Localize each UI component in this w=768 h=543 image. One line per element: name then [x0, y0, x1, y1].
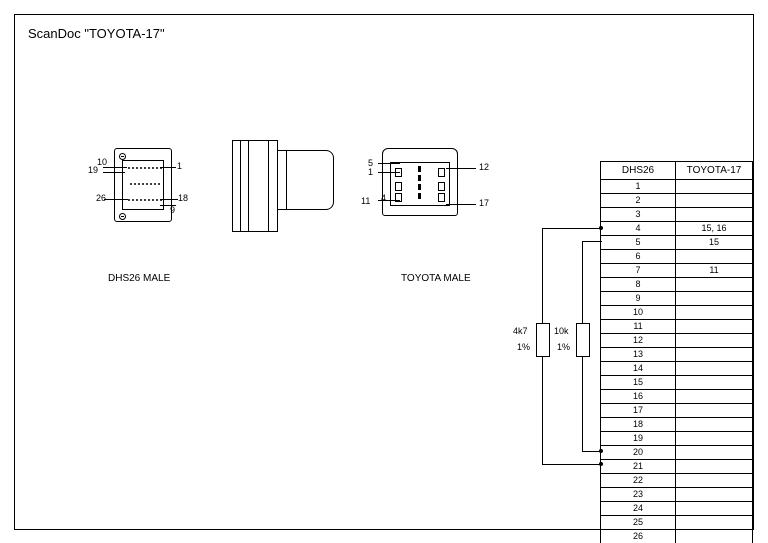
dhs26-pin	[132, 199, 134, 201]
pin-number: 14	[601, 362, 676, 376]
leader-line	[378, 172, 400, 173]
pin-mapping	[676, 180, 753, 194]
pin-number: 24	[601, 502, 676, 516]
pin-number: 15	[601, 376, 676, 390]
table-row	[601, 488, 753, 502]
table-row	[601, 460, 753, 474]
toyota-pin-label-1: 1	[368, 167, 374, 177]
pin-number: 21	[601, 460, 676, 474]
dhs26-pin	[146, 183, 148, 185]
pin-mapping	[676, 348, 753, 362]
dhs26-pin	[136, 167, 138, 169]
dhs26-pin	[156, 167, 158, 169]
dhs26-pin	[134, 183, 136, 185]
pin-mapping	[676, 432, 753, 446]
pin-number: 18	[601, 418, 676, 432]
dhs26-pin	[142, 183, 144, 185]
pin-number: 17	[601, 404, 676, 418]
pin-number: 26	[601, 530, 676, 543]
dhs26-pin	[140, 167, 142, 169]
table-row	[601, 264, 753, 278]
pin-number: 9	[601, 292, 676, 306]
dhs26-pin	[144, 199, 146, 201]
leader-line	[103, 172, 125, 173]
dhs26-pin	[148, 167, 150, 169]
wire-left-down-2	[542, 357, 543, 465]
table-row	[601, 390, 753, 404]
pin-number: 6	[601, 250, 676, 264]
dhs26-pin-label-19: 19	[88, 165, 99, 175]
table-row	[601, 180, 753, 194]
table-row	[601, 474, 753, 488]
pin-number: 25	[601, 516, 676, 530]
dhs26-pin	[140, 199, 142, 201]
table-row	[601, 194, 753, 208]
dhs26-pin-label-26: 26	[96, 193, 107, 203]
dhs26-pin	[128, 199, 130, 201]
leader-line	[378, 163, 400, 164]
toyota-pin	[418, 184, 421, 190]
dhs26-pin	[132, 167, 134, 169]
dhs26-pin-label-10: 10	[97, 157, 108, 167]
pin-number: 10	[601, 306, 676, 320]
pin-mapping	[676, 320, 753, 334]
table-row	[601, 348, 753, 362]
pin-mapping	[676, 418, 753, 432]
pinout-header-toyota: TOYOTA-17	[676, 162, 753, 180]
table-row	[601, 334, 753, 348]
dhs26-screw-bottom	[119, 213, 126, 220]
dhs26-pin	[158, 183, 160, 185]
toyota-pin-label-4: 4	[381, 193, 387, 203]
pin-mapping	[676, 516, 753, 530]
resistor-4k7-tolerance: 1%	[517, 342, 531, 352]
dhs26-pin-label-18: 18	[178, 193, 189, 203]
wire-pin4	[542, 228, 602, 229]
leader-line	[446, 204, 476, 205]
pin-mapping	[676, 530, 753, 543]
dhs26-caption: DHS26 MALE	[108, 273, 171, 284]
table-row	[601, 236, 753, 250]
table-row	[601, 250, 753, 264]
table-row	[601, 376, 753, 390]
table-row	[601, 362, 753, 376]
pin-mapping	[676, 460, 753, 474]
dhs26-pin	[136, 199, 138, 201]
table-row	[601, 446, 753, 460]
pin-number: 12	[601, 334, 676, 348]
pin-number: 22	[601, 474, 676, 488]
leader-line	[160, 199, 178, 200]
pin-mapping	[676, 488, 753, 502]
toyota-pin	[418, 166, 421, 172]
leader-line	[103, 167, 127, 168]
toyota-pin-label-17: 17	[479, 198, 490, 208]
leader-line	[446, 168, 476, 169]
pin-number: 4	[601, 222, 676, 236]
toyota-pin	[418, 193, 421, 199]
table-row	[601, 222, 753, 236]
wire-right-down-2	[582, 357, 583, 451]
pin-mapping	[676, 376, 753, 390]
pin-mapping: 15	[676, 236, 753, 250]
pin-mapping	[676, 194, 753, 208]
resistor-10k-value: 10k	[554, 326, 569, 336]
dhs26-screw-top	[119, 153, 126, 160]
pin-mapping	[676, 390, 753, 404]
pin-mapping	[676, 278, 753, 292]
pinout-header-dhs26: DHS26	[601, 162, 676, 180]
toyota-pin-label-12: 12	[479, 162, 490, 172]
dhs26-pin	[154, 183, 156, 185]
dhs26-pin	[144, 167, 146, 169]
side-view-divider	[268, 141, 269, 231]
wire-pin5	[582, 241, 602, 242]
resistor-4k7	[536, 323, 550, 357]
toyota-pin	[395, 182, 402, 191]
pin-mapping	[676, 362, 753, 376]
dhs26-pin	[152, 199, 154, 201]
dhs26-pin	[150, 183, 152, 185]
pin-number: 8	[601, 278, 676, 292]
pin-mapping	[676, 292, 753, 306]
dhs26-pin	[138, 183, 140, 185]
pin-number: 20	[601, 446, 676, 460]
dhs26-pin	[130, 183, 132, 185]
pin-number: 13	[601, 348, 676, 362]
table-row	[601, 432, 753, 446]
pin-number: 7	[601, 264, 676, 278]
pin-number: 19	[601, 432, 676, 446]
toyota-pin	[438, 168, 445, 177]
table-row	[601, 516, 753, 530]
resistor-10k-tolerance: 1%	[557, 342, 571, 352]
table-row	[601, 278, 753, 292]
dhs26-pin-label-9: 9	[170, 205, 176, 215]
table-row	[601, 208, 753, 222]
pin-number: 23	[601, 488, 676, 502]
dhs26-pin-label-1: 1	[177, 161, 183, 171]
pinout-table	[600, 161, 753, 543]
dhs26-pin	[148, 199, 150, 201]
side-view-flange	[232, 140, 278, 232]
toyota-pin	[438, 193, 445, 202]
leader-line	[160, 167, 176, 168]
pin-number: 16	[601, 390, 676, 404]
table-row	[601, 320, 753, 334]
wire-right-down	[582, 241, 583, 323]
dhs26-pin	[128, 167, 130, 169]
table-row	[601, 502, 753, 516]
table-row	[601, 530, 753, 543]
pin-mapping	[676, 502, 753, 516]
page-title: ScanDoc "TOYOTA-17"	[28, 26, 165, 41]
pin-number: 5	[601, 236, 676, 250]
wire-pin22	[542, 464, 602, 465]
toyota-pin	[438, 182, 445, 191]
pin-number: 2	[601, 194, 676, 208]
toyota-pin-label-5: 5	[368, 158, 374, 168]
dhs26-pin	[156, 199, 158, 201]
pin-mapping	[676, 404, 753, 418]
wire-left-down	[542, 228, 543, 323]
table-row	[601, 292, 753, 306]
pin-mapping	[676, 306, 753, 320]
pin-mapping	[676, 334, 753, 348]
pin-number: 11	[601, 320, 676, 334]
pin-mapping: 15, 16	[676, 222, 753, 236]
pinout-header-row	[601, 162, 753, 180]
pin-mapping	[676, 208, 753, 222]
table-row	[601, 404, 753, 418]
side-view-divider	[248, 141, 249, 231]
side-view-divider	[286, 151, 287, 209]
resistor-4k7-value: 4k7	[513, 326, 528, 336]
toyota-caption: TOYOTA MALE	[401, 273, 471, 284]
pin-mapping: 11	[676, 264, 753, 278]
pin-number: 1	[601, 180, 676, 194]
toyota-pin	[418, 175, 421, 181]
pin-mapping	[676, 446, 753, 460]
table-row	[601, 306, 753, 320]
toyota-pin-label-11: 11	[361, 196, 371, 206]
dhs26-pin	[152, 167, 154, 169]
pin-mapping	[676, 250, 753, 264]
table-row	[601, 418, 753, 432]
leader-line	[104, 199, 128, 200]
side-view-divider	[240, 141, 241, 231]
pin-mapping	[676, 474, 753, 488]
resistor-10k	[576, 323, 590, 357]
pin-number: 3	[601, 208, 676, 222]
